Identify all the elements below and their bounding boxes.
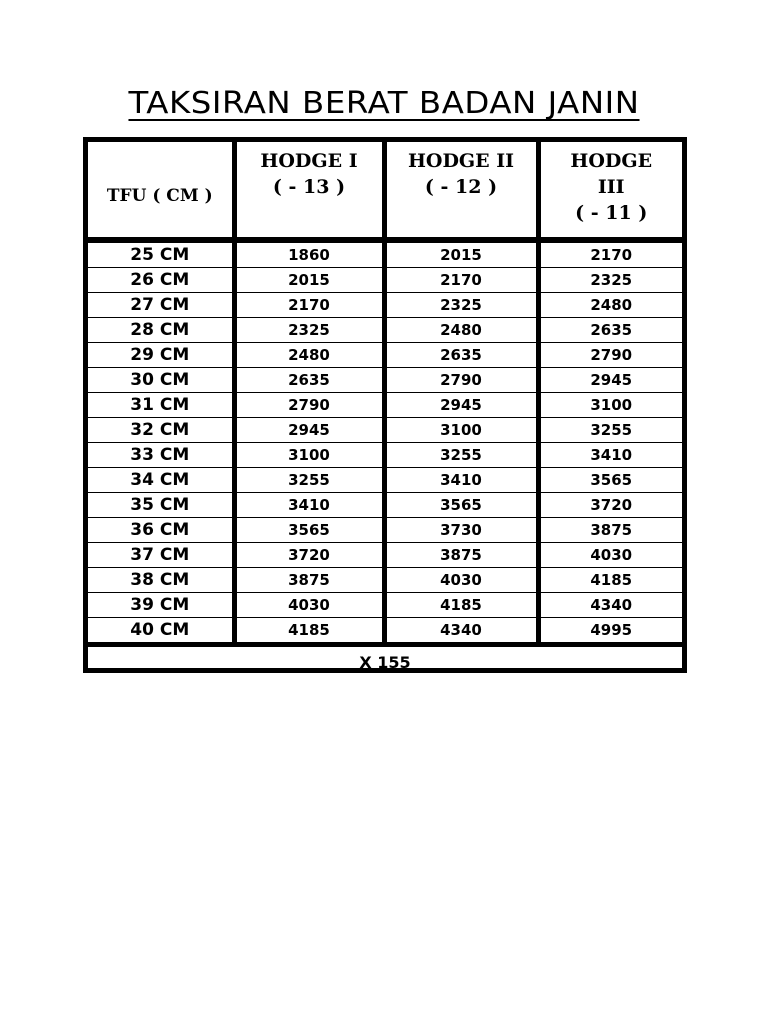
- page-title-text: TAKSIRAN BERAT BADAN JANIN: [128, 86, 640, 121]
- tfu-cell: 36 CM: [88, 518, 234, 543]
- hodge-1-cell: 2945: [234, 418, 384, 443]
- tfu-cell: 30 CM: [88, 368, 234, 393]
- hodge-1-cell: 3255: [234, 468, 384, 493]
- hodge-3-cell: 2480: [538, 293, 682, 318]
- hodge-1-cell: 2480: [234, 343, 384, 368]
- hodge-3-cell: 2170: [538, 240, 682, 268]
- header-tfu: [88, 142, 234, 240]
- table-row: [88, 593, 682, 618]
- hodge-2-cell: 3730: [384, 518, 538, 543]
- table-footer-row: [88, 645, 682, 678]
- tfu-cell: 40 CM: [88, 618, 234, 645]
- header-hodge-2-line-2: ( - 12 ): [424, 176, 498, 198]
- header-hodge-3: [538, 142, 682, 240]
- hodge-2-cell: 3100: [384, 418, 538, 443]
- weight-table: [88, 142, 682, 677]
- table-row: [88, 493, 682, 518]
- table-body: [88, 240, 682, 645]
- hodge-3-cell: 3565: [538, 468, 682, 493]
- hodge-1-cell: 1860: [234, 240, 384, 268]
- hodge-3-cell: 3410: [538, 443, 682, 468]
- hodge-2-cell: 3565: [384, 493, 538, 518]
- table-row: [88, 443, 682, 468]
- header-hodge-3-line-3: ( - 11 ): [575, 202, 648, 224]
- tfu-cell: 31 CM: [88, 393, 234, 418]
- hodge-3-cell: 3255: [538, 418, 682, 443]
- table-row: [88, 418, 682, 443]
- header-hodge-1-line-1: HODGE I: [260, 150, 358, 172]
- table-row: [88, 240, 682, 268]
- hodge-1-cell: 2790: [234, 393, 384, 418]
- header-hodge-2-line-1: HODGE II: [407, 150, 515, 172]
- tfu-cell: 39 CM: [88, 593, 234, 618]
- table-row: [88, 343, 682, 368]
- hodge-2-cell: 2790: [384, 368, 538, 393]
- hodge-3-cell: 3100: [538, 393, 682, 418]
- hodge-2-cell: 4030: [384, 568, 538, 593]
- page-title: [0, 82, 768, 126]
- header-hodge-1-line-2: ( - 13 ): [272, 176, 346, 198]
- hodge-1-cell: 2170: [234, 293, 384, 318]
- hodge-1-cell: 2015: [234, 268, 384, 293]
- tfu-cell: 28 CM: [88, 318, 234, 343]
- header-tfu-line: TFU ( CM ): [106, 185, 213, 206]
- tfu-cell: 29 CM: [88, 343, 234, 368]
- hodge-2-cell: 4185: [384, 593, 538, 618]
- tfu-cell: 34 CM: [88, 468, 234, 493]
- hodge-1-cell: 3565: [234, 518, 384, 543]
- table-row: [88, 468, 682, 493]
- hodge-2-cell: 4340: [384, 618, 538, 645]
- hodge-2-cell: 2325: [384, 293, 538, 318]
- hodge-2-cell: 3875: [384, 543, 538, 568]
- hodge-1-cell: 2635: [234, 368, 384, 393]
- tfu-cell: 32 CM: [88, 418, 234, 443]
- table-row: [88, 293, 682, 318]
- hodge-3-cell: 4995: [538, 618, 682, 645]
- hodge-3-cell: 3720: [538, 493, 682, 518]
- header-hodge-1: [234, 142, 384, 240]
- header-hodge-3-line-1: HODGE: [570, 150, 653, 172]
- tfu-cell: 26 CM: [88, 268, 234, 293]
- hodge-3-cell: 3875: [538, 518, 682, 543]
- hodge-2-cell: 3255: [384, 443, 538, 468]
- hodge-3-cell: 4340: [538, 593, 682, 618]
- hodge-3-cell: 2790: [538, 343, 682, 368]
- hodge-3-cell: 2635: [538, 318, 682, 343]
- hodge-1-cell: 4030: [234, 593, 384, 618]
- table-row: [88, 518, 682, 543]
- hodge-1-cell: 2325: [234, 318, 384, 343]
- hodge-2-cell: 2015: [384, 240, 538, 268]
- hodge-1-cell: 3720: [234, 543, 384, 568]
- tfu-cell: 25 CM: [88, 240, 234, 268]
- hodge-2-cell: 2170: [384, 268, 538, 293]
- hodge-2-cell: 2945: [384, 393, 538, 418]
- tfu-cell: 27 CM: [88, 293, 234, 318]
- header-hodge-2: [384, 142, 538, 240]
- hodge-2-cell: 2635: [384, 343, 538, 368]
- table-row: [88, 268, 682, 293]
- hodge-1-cell: 4185: [234, 618, 384, 645]
- tfu-cell: 38 CM: [88, 568, 234, 593]
- header-hodge-3-line-2: III: [597, 176, 625, 198]
- hodge-3-cell: 2945: [538, 368, 682, 393]
- table-row: [88, 393, 682, 418]
- hodge-2-cell: 2480: [384, 318, 538, 343]
- hodge-1-cell: 3875: [234, 568, 384, 593]
- table-row: [88, 568, 682, 593]
- hodge-3-cell: 2325: [538, 268, 682, 293]
- multiplier-note: X 155: [359, 652, 411, 672]
- tfu-cell: 33 CM: [88, 443, 234, 468]
- hodge-1-cell: 3100: [234, 443, 384, 468]
- hodge-1-cell: 3410: [234, 493, 384, 518]
- tfu-cell: 37 CM: [88, 543, 234, 568]
- table-row: [88, 618, 682, 645]
- hodge-2-cell: 3410: [384, 468, 538, 493]
- table-row: [88, 318, 682, 343]
- hodge-3-cell: 4030: [538, 543, 682, 568]
- table-row: [88, 543, 682, 568]
- hodge-3-cell: 4185: [538, 568, 682, 593]
- table-header-row: [88, 142, 682, 240]
- tfu-cell: 35 CM: [88, 493, 234, 518]
- weight-table-frame: [83, 137, 687, 673]
- table-row: [88, 368, 682, 393]
